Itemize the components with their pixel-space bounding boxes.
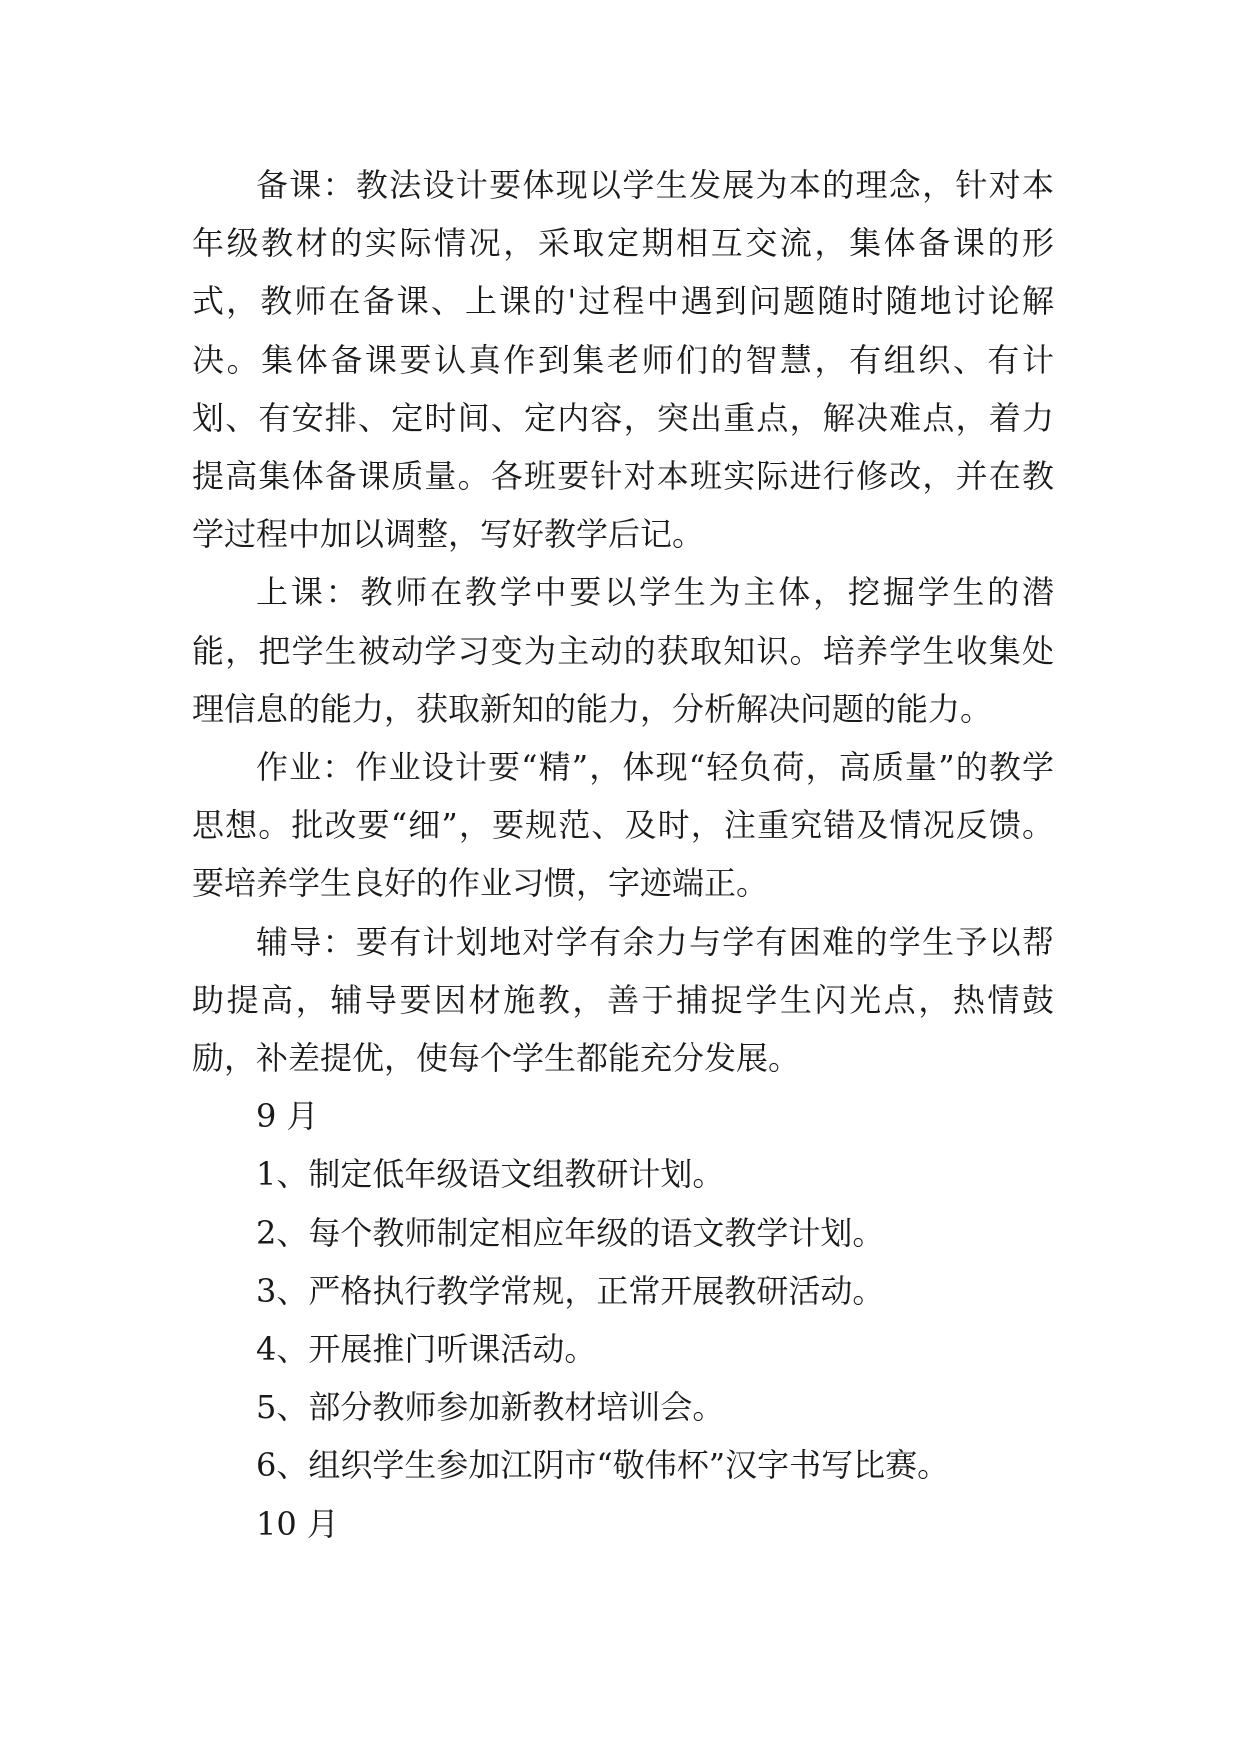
paragraph-tutoring: 辅导：要有计划地对学有余力与学有困难的学生予以帮助提高，辅导要因材施教，善于捕捉学生闪光点，热情鼓励，补差提优，使每个学生都能充分发展。 [192,922,1054,1078]
month-heading-october: 10 月 [256,1504,339,1543]
list-item: 2、每个教师制定相应年级的语文教学计划。 [256,1213,885,1252]
paragraph-lesson-prep: 备课：教法设计要体现以学生发展为本的理念，针对本年级教材的实际情况，采取定期相互交流，集体备课的形式，教师在备课、上课的'过程中遇到问题随时随地讨论解决。集体备课要认真作到集老师们的智慧，有组织、有计划、有安排、定时间、定内容，突出重点，解决难点，着力提高集体备课质量。各班要针对本班实际进行修改，并在教学过程中加以调整，写好教学后记。 [192,166,1054,554]
list-item: 1、制定低年级语文组教研计划。 [256,1155,725,1194]
month-heading-september: 9 月 [256,1097,319,1136]
document-body [192,156,1054,1553]
list-item: 5、部分教师参加新教材培训会。 [256,1388,725,1427]
paragraph-homework: 作业：作业设计要“精”，体现“轻负荷，高质量”的教学思想。批改要“细”，要规范、及时，注重究错及情况反馈。要培养学生良好的作业习惯，字迹端正。 [192,748,1054,903]
list-item: 4、开展推门听课活动。 [256,1330,597,1369]
list-item: 3、严格执行教学常规，正常开展教研活动。 [256,1271,885,1310]
paragraph-class: 上课：教师在教学中要以学生为主体，挖掘学生的潜能，把学生被动学习变为主动的获取知识。培养学生收集处理信息的能力，获取新知的能力，分析解决问题的能力。 [192,573,1054,728]
list-item: 6、组织学生参加江阴市“敬伟杯”汉字书写比赛。 [256,1446,950,1485]
